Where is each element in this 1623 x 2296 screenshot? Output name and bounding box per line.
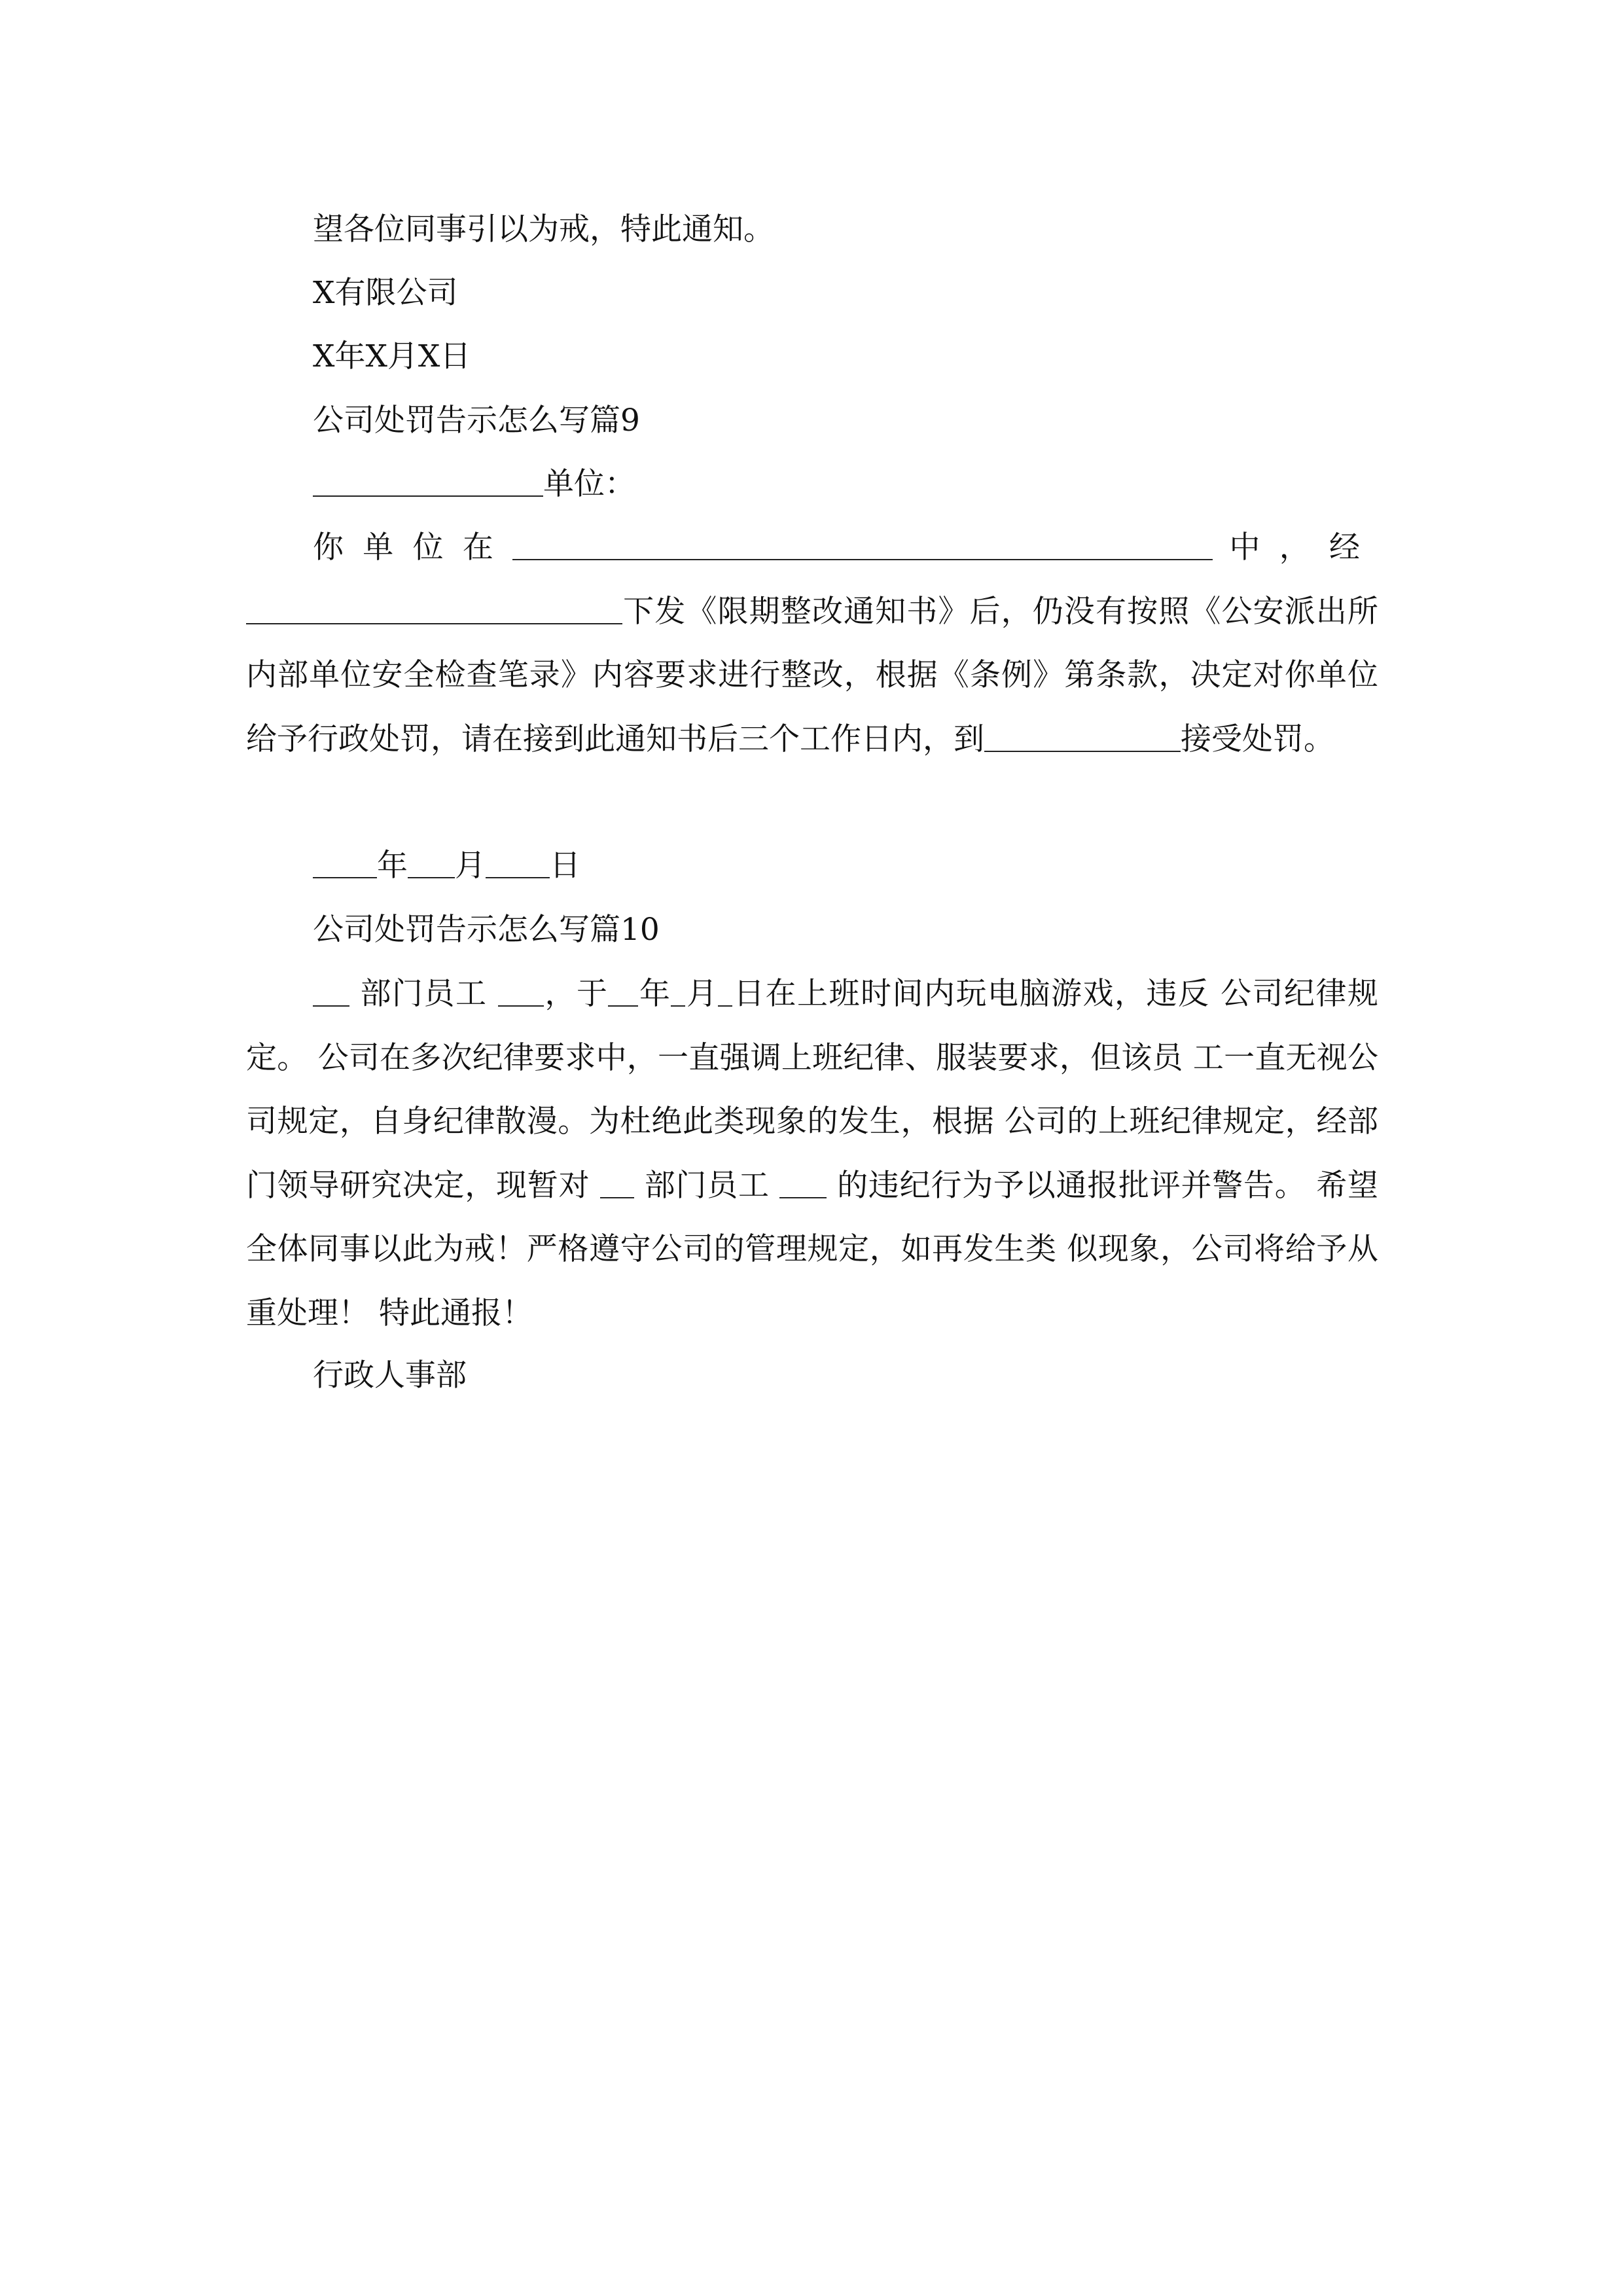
p2-text-3: 年 [638,976,671,1012]
p1-blank-3 [984,722,1181,752]
p2-blank-dept-2 [600,1168,634,1198]
p1-mid: 中，经 [1228,529,1379,565]
p1-start: 你单位在 [313,529,513,565]
p1-rest: 下发《限期整改通知书》后，仍没有按照《公安派出所内部单位安全检查笔录》内容要求进行整改，根据《条例》第条款，决定对你单位给予行政处罚，请在接到此通知书后三个工作日内，到 [246,593,1378,757]
day-blank [486,848,550,878]
p2-text-7: 的违纪行为予以通报批评并警告。 希望全体同事以此为戒！严格遵守公司的管理规定，如再发生类 似现象，公司将给予从重处理！ 特此通报！ [246,1167,1378,1331]
p2-blank-month [671,977,685,1007]
section-10-heading: 公司处罚告示怎么写篇10 [313,912,660,948]
unit-blank [313,467,543,497]
p2-blank-name [498,977,544,1007]
p2-blank-year [608,977,638,1007]
unit-label: 单位： [543,466,635,502]
p2-blank-day [718,977,732,1007]
year-label: 年 [377,848,408,884]
month-blank [408,848,455,878]
signature: 行政人事部 [313,1357,467,1393]
p2-blank-dept [313,977,349,1007]
p2-text-4: 月 [685,976,719,1012]
p2-text-5: 日在上班时间内玩电脑游戏，违反 公司纪律规定。 公司在多次纪律要求中，一直强调上班纪律、服装要求，但该员 工一直无视公司规定，自身纪律散漫。为杜绝此类现象的发生，根据 公司的上班纪律规定，经部门领导研究决定，现暂对 [246,976,1379,1204]
year-blank [313,848,377,878]
p1-blank-2 [246,594,622,624]
section-10-paragraph [246,962,1378,1345]
month-label: 月 [455,848,486,884]
unit-line [313,465,635,504]
day-label: 日 [550,848,580,884]
company-name: X有限公司 [313,275,458,311]
p2-text-1: 部门员工 [360,976,488,1012]
p1-end: 接受处罚。 [1181,721,1334,757]
p2-blank-name-2 [779,1168,827,1198]
section-9-heading: 公司处罚告示怎么写篇9 [313,403,640,439]
p2-text-6: 部门员工 [644,1167,770,1204]
closing-line: 望各位同事引以为戒，特此通知。 [313,211,774,247]
section-9-paragraph [246,516,1378,771]
notice-date: X年X月X日 [313,338,471,374]
p2-text-2: ，于 [543,976,609,1012]
blank-date-line [313,846,580,886]
p1-blank-1 [512,530,1213,560]
